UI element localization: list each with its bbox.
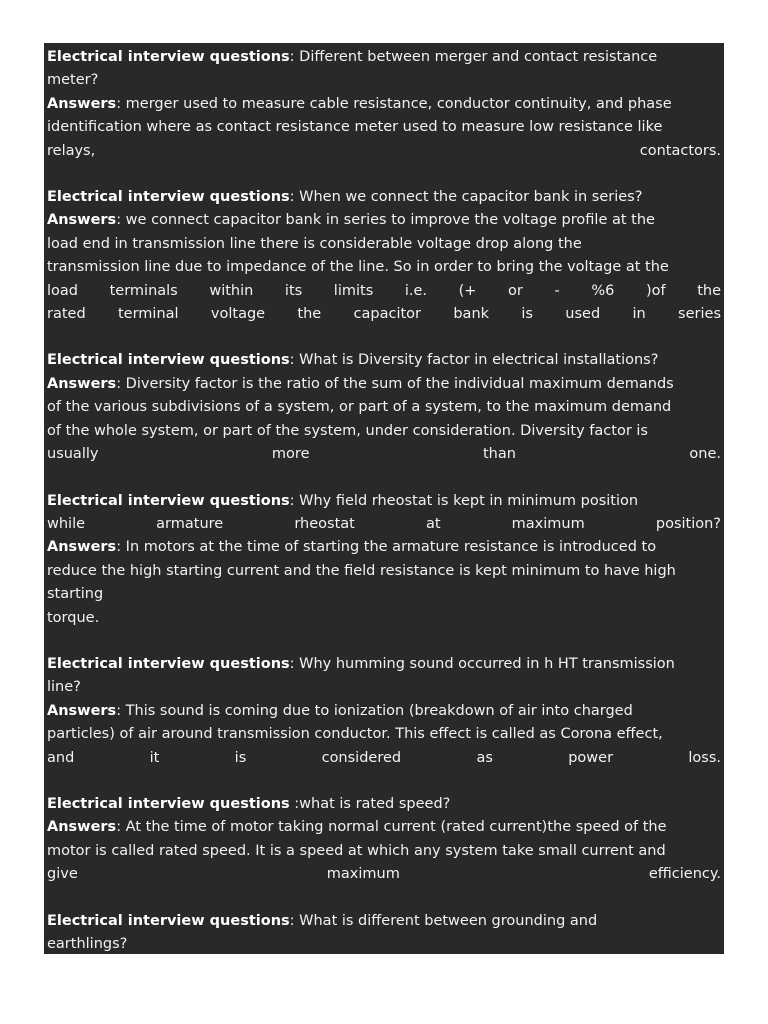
question-label: Electrical interview questions [47, 912, 290, 929]
document-panel [44, 43, 724, 954]
line-text: earthlings? [47, 936, 128, 952]
line-text: : we connect capacitor bank in series to improve the voltage profile at the [116, 212, 655, 229]
line-text: meter? [47, 72, 99, 89]
question-label: Electrical interview questions [47, 189, 290, 206]
answer-line [47, 140, 721, 163]
line-text: usually more than one. [47, 446, 721, 463]
question-label: Electrical interview questions [47, 49, 290, 65]
qa-entry [47, 653, 721, 770]
answer-label: Answers [47, 819, 117, 836]
qa-entry [47, 46, 721, 163]
question-line [47, 490, 721, 513]
line-text: :what is rated speed? [289, 795, 451, 812]
line-text: : merger used to measure cable resistance, conductor continuity, and phase [116, 95, 672, 112]
answer-label: Answers [47, 375, 117, 392]
answer-label: Answers [47, 95, 117, 112]
line-text: load end in transmission line there is considerable voltage drop along the [47, 235, 582, 252]
answer-line [47, 256, 721, 279]
line-text: give maximum efficiency. [47, 866, 721, 883]
answer-line [47, 560, 721, 583]
answer-label: Answers [47, 212, 117, 229]
line-text: particles) of air around transmission conductor. This effect is called as Corona effect, [47, 726, 663, 743]
line-text: : Different between merger and contact resistance [289, 49, 658, 65]
question-label: Electrical interview questions [47, 492, 290, 509]
answer-line [47, 280, 721, 303]
line-text: : When we connect the capacitor bank in series? [289, 189, 643, 206]
line-text: : Why field rheostat is kept in minimum position [289, 492, 639, 509]
question-line [47, 793, 721, 816]
line-text: : Diversity factor is the ratio of the sum of the individual maximum demands [116, 375, 674, 392]
answer-line [47, 747, 721, 770]
answer-label: Answers [47, 539, 117, 556]
answer-line [47, 443, 721, 466]
question-line [47, 186, 721, 209]
line-text: load terminals within its limits i.e. (+ or - %6 )of the [47, 282, 721, 299]
qa-entry [47, 349, 721, 466]
answer-line [47, 303, 721, 326]
question-label: Electrical interview questions [47, 795, 290, 812]
answer-line [47, 233, 721, 256]
qa-entry [47, 793, 721, 887]
line-text: while armature rheostat at maximum position? [47, 515, 721, 532]
answer-line [47, 816, 721, 839]
line-text: relays, contactors. [47, 142, 721, 159]
line-text: line? [47, 679, 81, 696]
line-text: : In motors at the time of starting the armature resistance is introduced to [116, 539, 657, 556]
answer-label: Answers [47, 702, 117, 719]
answer-line [47, 863, 721, 886]
question-label: Electrical interview questions [47, 352, 290, 369]
question-line [47, 653, 721, 676]
answer-line [47, 116, 721, 139]
line-text: starting [47, 586, 104, 603]
answer-line [47, 700, 721, 723]
line-text: : At the time of motor taking normal current (rated current)the speed of the [116, 819, 667, 836]
answer-line [47, 396, 721, 419]
answer-line [47, 840, 721, 863]
question-label: Electrical interview questions [47, 655, 290, 672]
line-text: : What is Diversity factor in electrical installations? [289, 352, 659, 369]
qa-entry [47, 490, 721, 630]
line-text: transmission line due to impedance of the line. So in order to bring the voltage at the [47, 259, 669, 276]
answer-line [47, 209, 721, 232]
question-line [47, 910, 721, 933]
answer-line [47, 607, 721, 630]
qa-entry [47, 186, 721, 326]
question-line [47, 69, 721, 92]
question-line [47, 676, 721, 699]
line-text: identification where as contact resistance meter used to measure low resistance like [47, 119, 663, 136]
line-text: motor is called rated speed. It is a speed at which any system take small current and [47, 842, 666, 859]
answer-line [47, 93, 721, 116]
question-line [47, 933, 721, 954]
line-text: : Why humming sound occurred in h HT transmission [289, 655, 675, 672]
question-line [47, 513, 721, 536]
line-text: rated terminal voltage the capacitor bank is used in series [47, 306, 721, 323]
answer-line [47, 723, 721, 746]
answer-line [47, 373, 721, 396]
qa-entry [47, 910, 721, 954]
line-text: reduce the high starting current and the field resistance is kept minimum to have high [47, 562, 676, 579]
line-text: : This sound is coming due to ionization (breakdown of air into charged [116, 702, 633, 719]
line-text: and it is considered as power loss. [47, 749, 721, 766]
answer-line [47, 583, 721, 606]
answer-line [47, 536, 721, 559]
line-text: of the various subdivisions of a system, or part of a system, to the maximum demand [47, 399, 672, 416]
line-text: of the whole system, or part of the system, under consideration. Diversity factor is [47, 422, 648, 439]
question-line [47, 349, 721, 372]
line-text: : What is different between grounding and [289, 912, 598, 929]
answer-line [47, 420, 721, 443]
line-text: torque. [47, 609, 100, 626]
question-line [47, 46, 721, 69]
